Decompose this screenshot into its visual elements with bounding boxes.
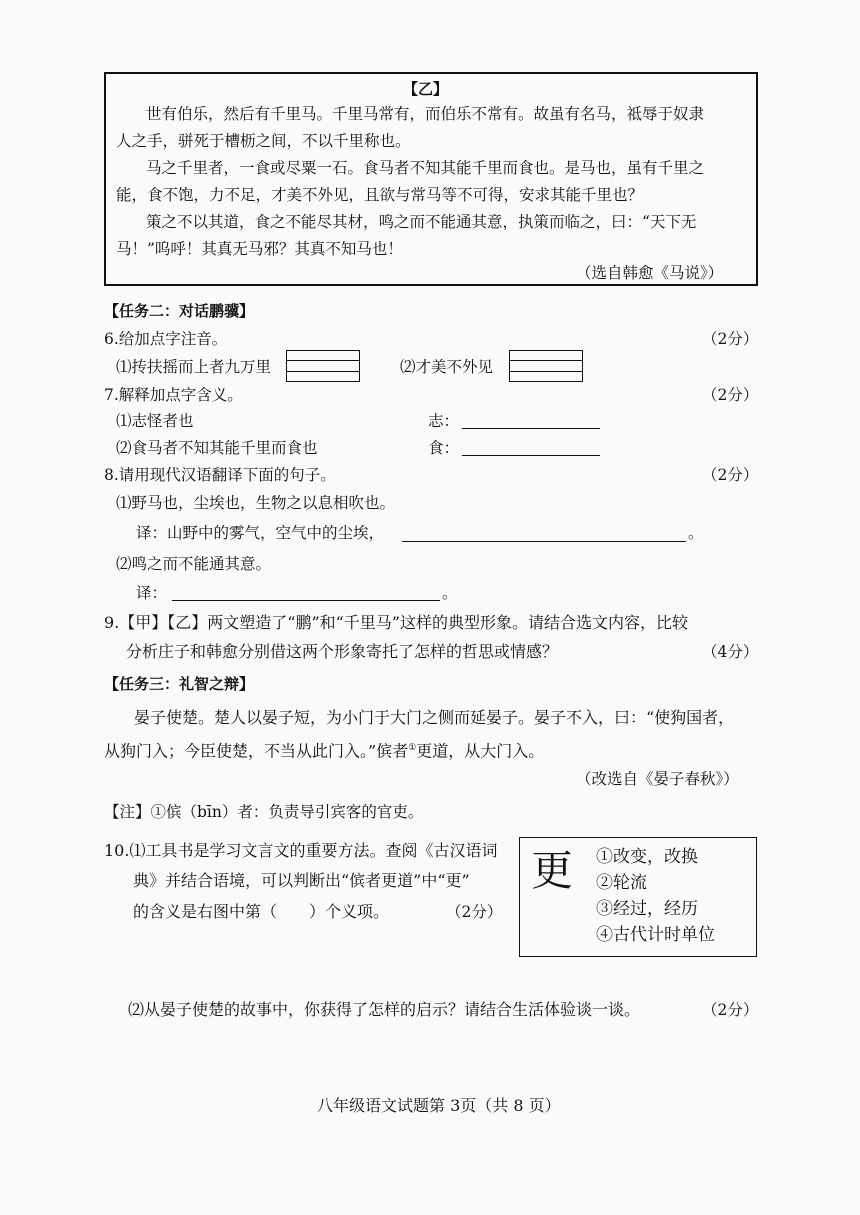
q10-score2: （2分） <box>702 1001 759 1019</box>
page-footer: 八年级语文试题第 3页（共 8 页） <box>317 1096 561 1115</box>
q9-score: （4分） <box>702 643 759 661</box>
passage-line: 马！”呜呼！其真无马邪？其真不知马也！ <box>116 240 403 258</box>
q8-item1: ⑴野马也，尘埃也，生物之以息相吹也。 <box>116 494 396 512</box>
q7-item1: ⑴志怪者也 <box>116 412 194 430</box>
dictionary-meaning: ①改变，改换 <box>596 847 698 867</box>
passage-title: 【乙】 <box>403 80 449 98</box>
q6-stem: 6.给加点字注音。 <box>104 330 228 348</box>
passage-line: 世有伯乐，然后有千里马。千里马常有，而伯乐不常有。故虽有名马，祗辱于奴隶 <box>146 105 705 123</box>
dictionary-meaning: ③经过，经历 <box>596 899 698 919</box>
q8-answer-line-1[interactable] <box>402 541 686 542</box>
task3-header: 【任务三：礼智之辩】 <box>104 675 255 693</box>
dictionary-meaning: ②轮流 <box>596 873 647 893</box>
footnote-marker: ① <box>408 743 417 753</box>
q8-trans2-prefix: 译： <box>136 584 168 602</box>
q7-answer-line-1[interactable] <box>462 428 600 429</box>
passage-line: 马之千里者，一食或尽粟一石。食马者不知其能千里而食也。是马也，虽有千里之 <box>146 159 705 177</box>
q8-trans2-end: 。 <box>442 584 458 602</box>
q7-item2: ⑵食马者不知其能千里而食也 <box>116 439 318 457</box>
q10-line2: 典》并结合语境，可以判断出“傧者更道”中“更” <box>133 871 470 890</box>
q7-score: （2分） <box>702 386 759 404</box>
task3-passage-line1: 晏子使楚。楚人以晏子短，为小门于大门之侧而延晏子。晏子不入，曰：“使狗国者， <box>134 708 735 727</box>
q8-item2: ⑵鸣之而不能通其意。 <box>116 555 272 573</box>
pinyin-answer-box-1[interactable] <box>286 350 360 382</box>
passage-line: 策之不以其道，食之不能尽其材，鸣之而不能通其意，执策而临之，曰：“天下无 <box>146 213 697 231</box>
q8-stem: 8.请用现代汉语翻译下面的句子。 <box>104 466 336 484</box>
q10-line1: 10.⑴工具书是学习文言文的重要方法。查阅《古汉语词 <box>104 841 498 860</box>
q8-score: （2分） <box>702 466 759 484</box>
q10-score1: （2分） <box>446 903 503 921</box>
q7-label2: 食： <box>428 439 460 457</box>
q10-line3: 的含义是右图中第（ ）个义项。 <box>133 902 390 921</box>
q6-item2: ⑵才美不外见 <box>400 358 494 376</box>
task3-source: （改选自《晏子春秋》） <box>576 770 739 788</box>
q8-answer-line-2[interactable] <box>172 600 440 601</box>
q9-line2: 分析庄子和韩愈分别借这两个形象寄托了怎样的哲思或情感？ <box>126 642 559 661</box>
pinyin-answer-box-2[interactable] <box>509 350 583 382</box>
q9-line1: 9.【甲】【乙】两文塑造了“鹏”和“千里马”这样的典型形象。请结合选文内容，比较 <box>104 613 688 632</box>
q7-answer-line-2[interactable] <box>462 455 600 456</box>
q10-part2: ⑵从晏子使楚的故事中，你获得了怎样的启示？请结合生活体验谈一谈。 <box>128 1000 641 1019</box>
q6-item1: ⑴抟扶摇而上者九万里 <box>116 358 272 376</box>
passage-line: 人之手，骈死于槽枥之间，不以千里称也。 <box>116 132 411 150</box>
task3-passage-line2: 从狗门入；今臣使楚，不当从此门入。”傧者①更道，从大门入。 <box>104 741 545 761</box>
q8-trans1-prefix: 译：山野中的雾气，空气中的尘埃， <box>136 524 385 542</box>
passage-source: （选自韩愈《马说》） <box>576 264 724 282</box>
task3-note: 【注】①傧（bīn）者：负责导引宾客的官吏。 <box>104 803 424 821</box>
task2-header: 【任务二：对话鹏骥】 <box>104 302 255 320</box>
q7-stem: 7.解释加点字含义。 <box>104 386 243 404</box>
dictionary-meaning: ④古代计时单位 <box>596 925 715 945</box>
q6-score: （2分） <box>702 330 759 348</box>
dictionary-headword: 更 <box>531 846 574 895</box>
q7-label1: 志： <box>428 412 460 430</box>
q8-trans1-end: 。 <box>688 524 704 542</box>
passage-line: 能，食不饱，力不足，才美不外见，且欲与常马等不可得，安求其能千里也？ <box>116 186 644 204</box>
